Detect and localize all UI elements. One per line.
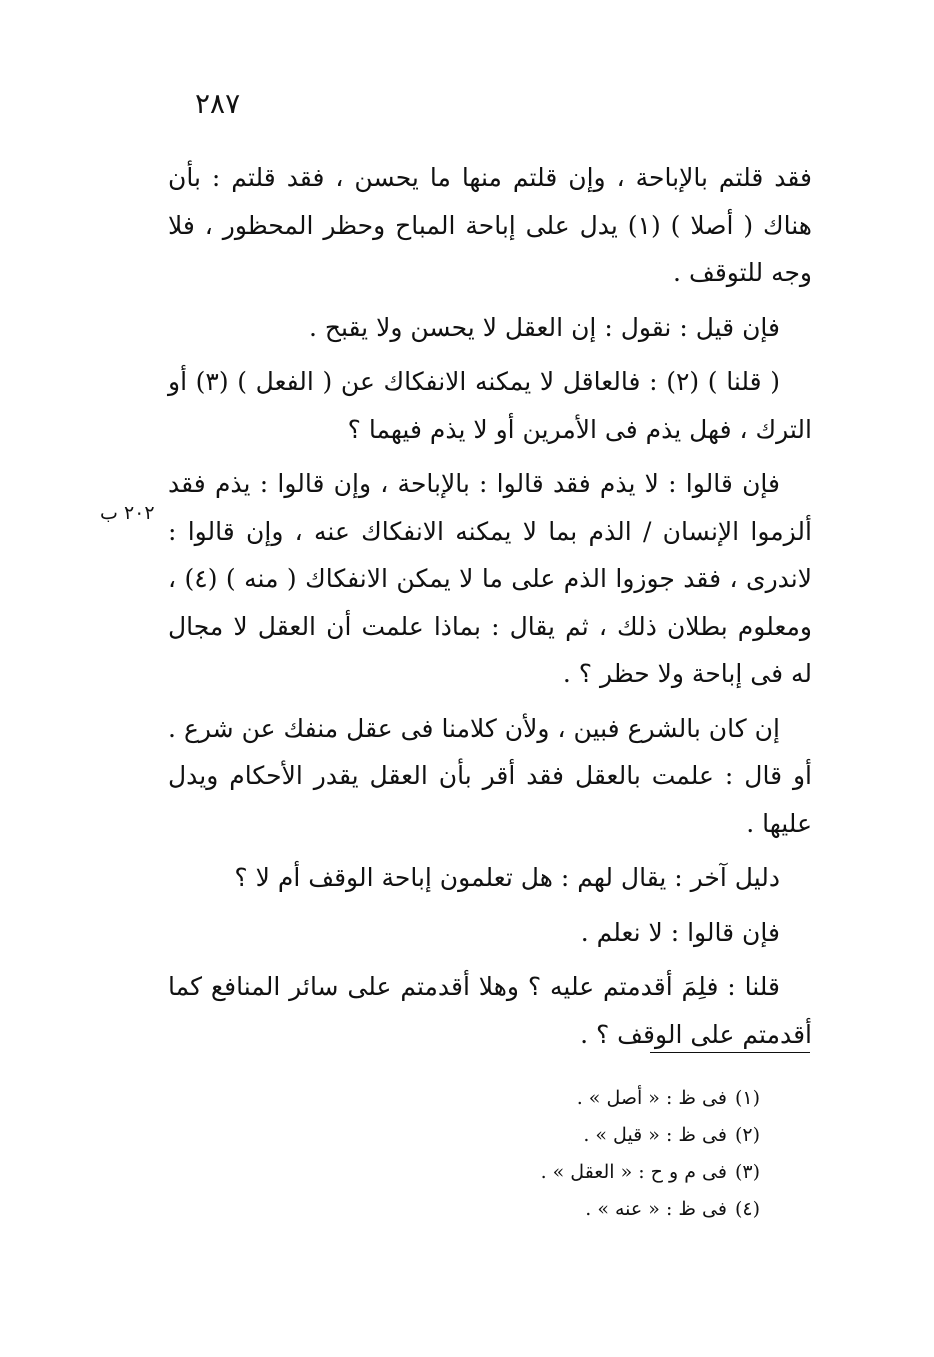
footnote-item	[400, 1080, 760, 1117]
footnote-number: (١)	[734, 1087, 760, 1109]
paragraph: فإن قيل : نقول : إن العقل لا يحسن ولا يقبح .	[308, 312, 780, 342]
footnote-text: فى ظ : « عنه » .	[585, 1198, 727, 1220]
footnote-text: فى ظ : « قيل » .	[583, 1124, 727, 1146]
footnote-text: فى ظ : « أصل » .	[576, 1087, 727, 1109]
footnote-number: (٣)	[734, 1161, 760, 1183]
footnote-item	[400, 1117, 760, 1154]
paragraph: إن كان بالشرع فبين ، ولأن كلامنا فى عقل منفك عن شرع . أو قال : علمت بالعقل فقد أقر بأن العقل يقدر الأحكام ويدل عليها .	[168, 713, 812, 838]
footnote-item	[400, 1154, 760, 1191]
paragraph: فإن قالوا : لا يذم فقد قالوا : بالإباحة ، وإن قالوا : يذم فقد ألزموا الإنسان / الذم بما لا يمكنه الانفكاك عنه ، وإن قالوا : لاندرى ، فقد جوزوا الذم على ما لا يمكن الانفكاك ( منه ) (٤) ، ومعلوم بطلان ذلك ، ثم يقال : بماذا علمت أن العقل لا مجال له فى إباحة ولا حظر ؟ .	[168, 469, 812, 688]
margin-folio-note: ٢٠٢ ب	[100, 502, 155, 524]
paragraph: ( قلنا ) (٢) : فالعاقل لا يمكنه الانفكاك عن ( الفعل ) (٣) أو الترك ، فهل يذم فى الأمرين أو لا يذم فيهما ؟	[168, 367, 812, 444]
footnotes	[400, 1080, 760, 1228]
main-text	[168, 154, 812, 1065]
paragraph: دليل آخر : يقال لهم : هل تعلمون إباحة الوقف أم لا ؟	[234, 863, 780, 892]
footnote-item	[400, 1191, 760, 1228]
paragraph: فقد قلتم بالإباحة ، وإن قلتم منها ما يحسن ، فقد قلتم : بأن هناك ( أصلا ) (١) يدل على إباحة المباح وحظر المحظور ، فلا وجه للتوقف .	[168, 163, 812, 287]
footnote-number: (٤)	[734, 1198, 760, 1220]
paragraph: قلنا : فلِمَ أقدمتم عليه ؟ وهلا أقدمتم على سائر المنافع كما أقدمتم على الوقف ؟ .	[168, 972, 812, 1049]
footnote-number: (٢)	[734, 1124, 760, 1146]
paragraph: فإن قالوا : لا نعلم .	[580, 917, 780, 947]
footnote-divider	[650, 1052, 810, 1053]
footnote-text: فى م و ح : « العقل » .	[540, 1161, 727, 1183]
page-number: ٢٨٧	[195, 87, 241, 120]
